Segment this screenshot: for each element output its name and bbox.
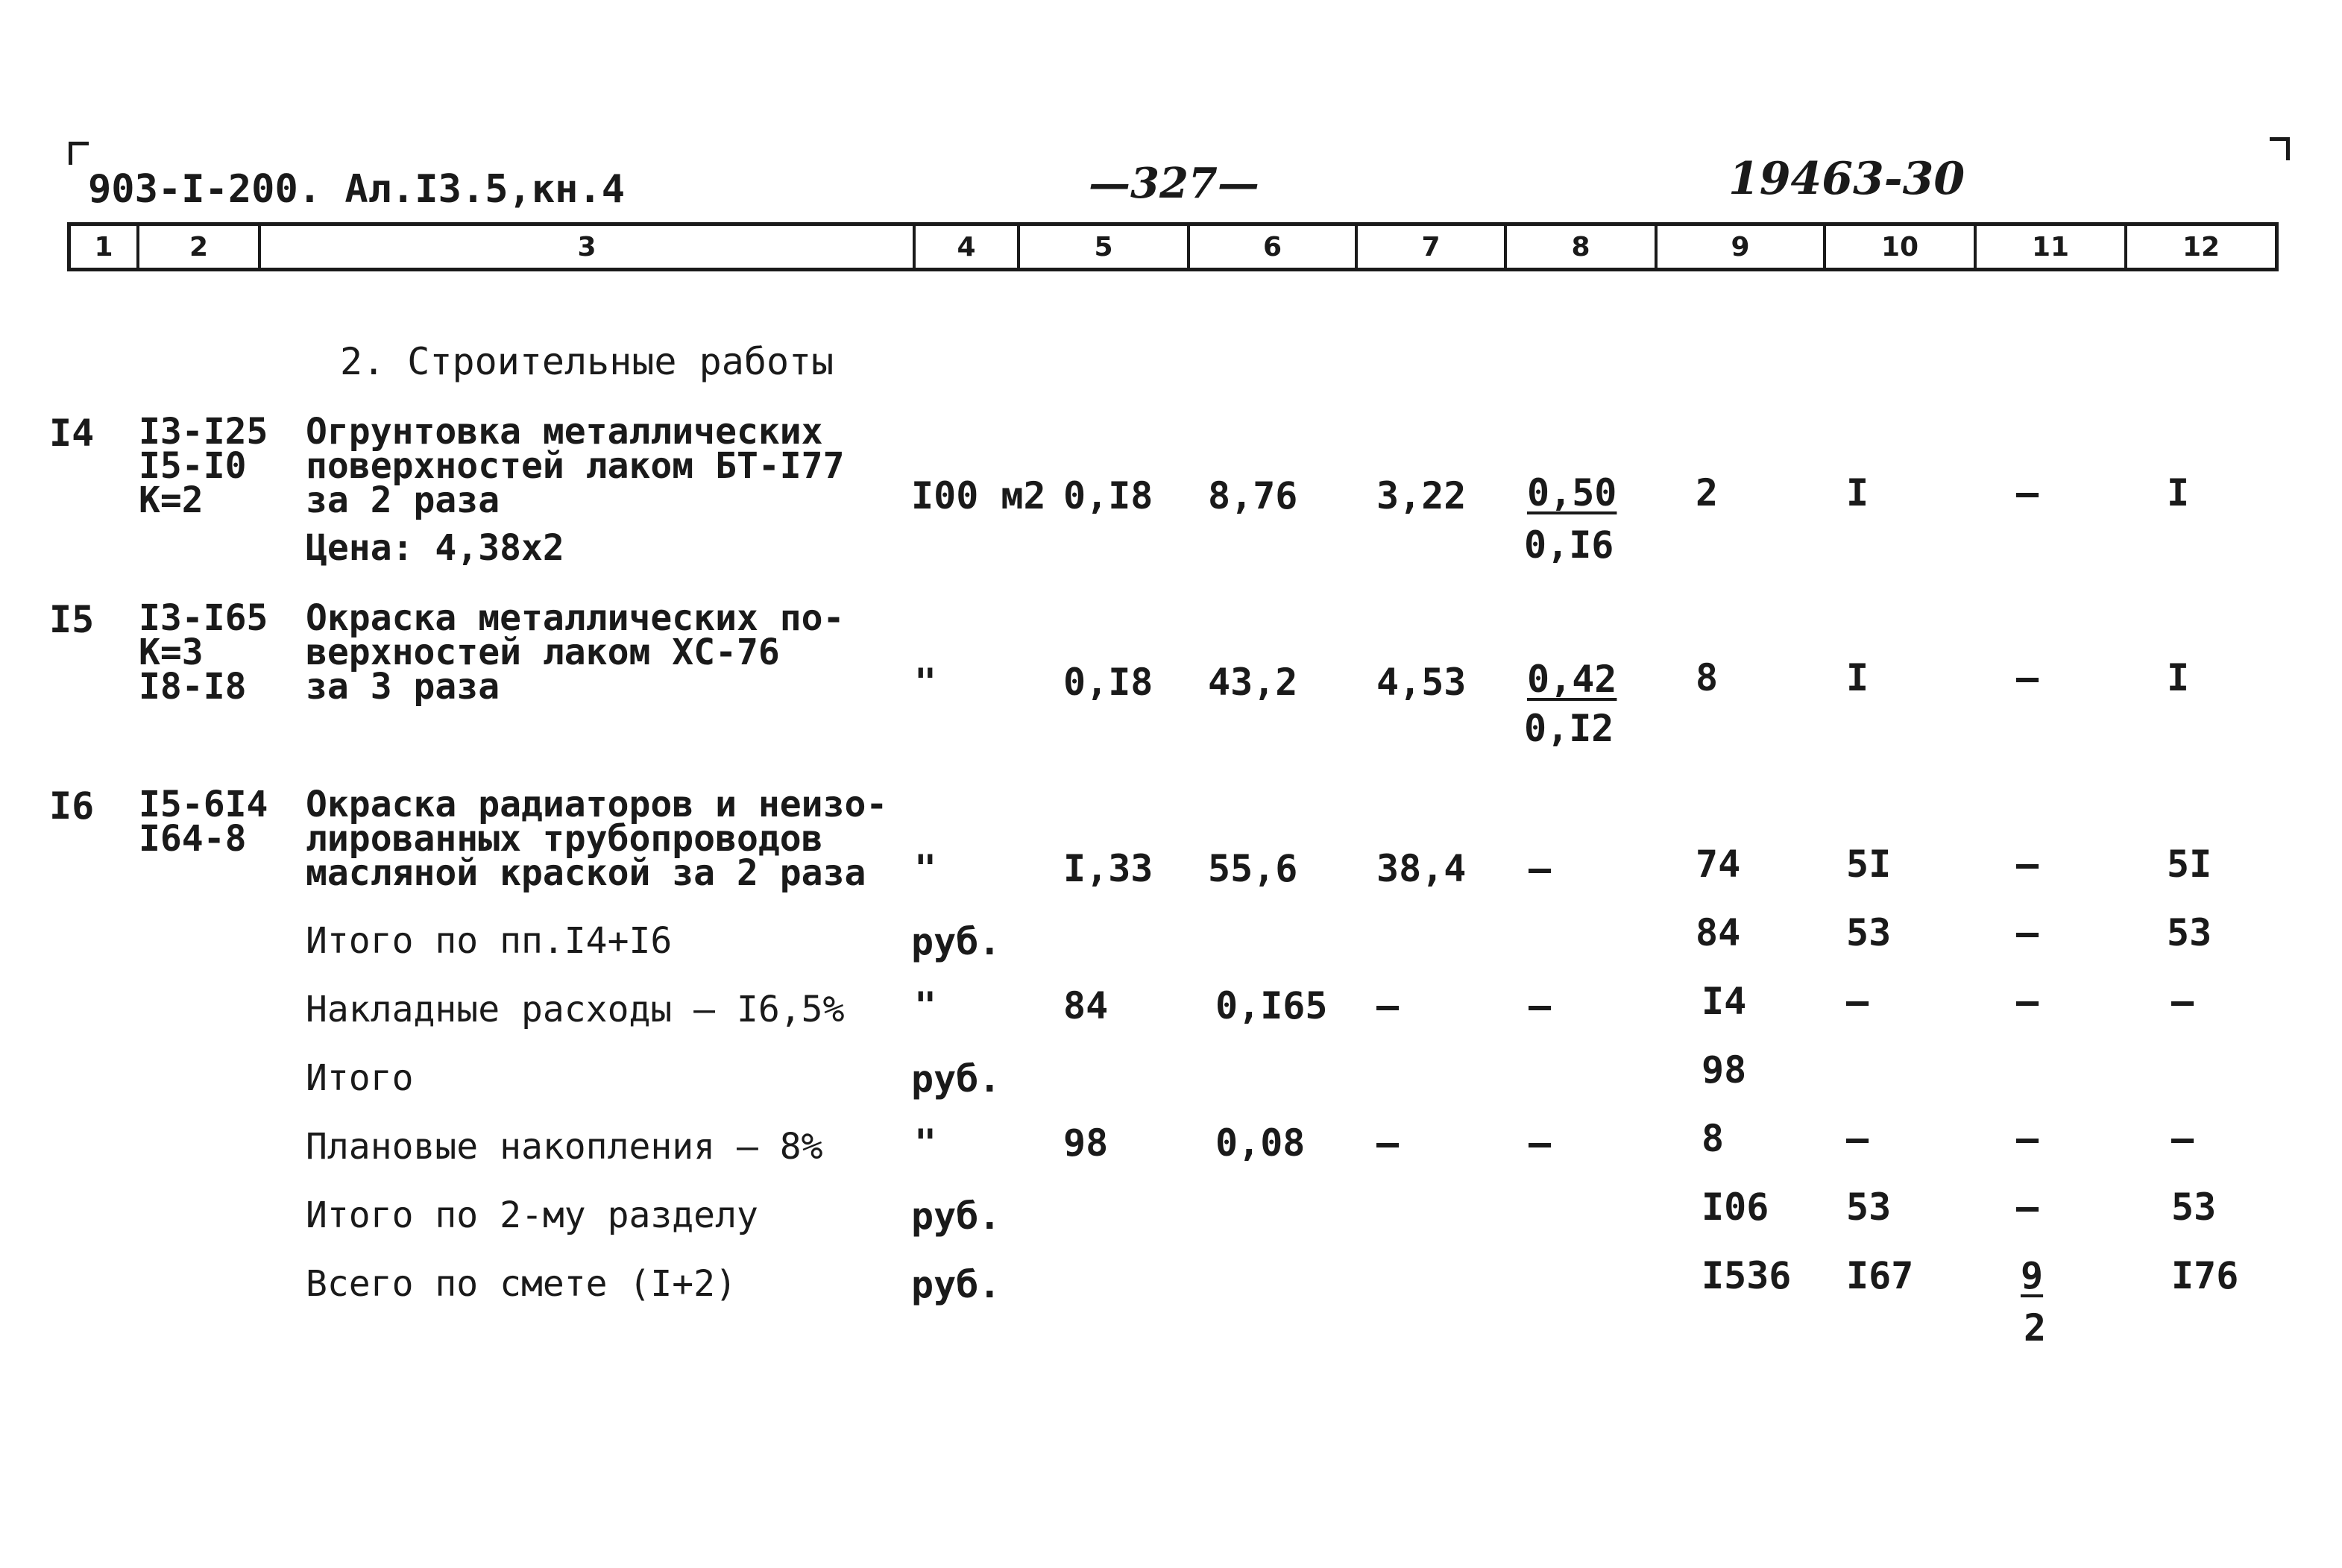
quantity: 0,I8: [1063, 474, 1153, 517]
col10-value: –: [1846, 980, 1869, 1023]
col12-value: –: [2171, 1117, 2194, 1160]
column-header: 12: [2182, 231, 2220, 262]
col12-value: 5I: [2167, 843, 2212, 886]
col8-fraction-bottom: 0,I2: [1524, 707, 1614, 750]
row-number: I6: [49, 784, 95, 828]
col11-value: –: [2016, 843, 2039, 886]
col8-fraction-top: 0,42: [1527, 658, 1617, 701]
column-header: 9: [1658, 226, 1826, 268]
col8-fraction-top: 0,50: [1527, 471, 1617, 514]
quantity: 98: [1063, 1121, 1109, 1165]
col11-value: –: [2016, 911, 2039, 954]
unit: руб.: [911, 1057, 1001, 1101]
col7-value: 38,4: [1376, 847, 1467, 890]
col8-value: –: [1529, 847, 1552, 890]
total-cost: I06: [1702, 1186, 1769, 1229]
column-header: 3: [261, 226, 916, 268]
doc-reference: 903-I-200. Ал.I3.5,кн.4: [88, 167, 626, 212]
col8-value: –: [1529, 984, 1552, 1027]
norm-code: I5-I0: [139, 445, 247, 487]
norm-code: I3-I25: [139, 411, 268, 453]
stamp-number: 19463-30: [1728, 153, 1965, 205]
norm-code: I3-I65: [139, 597, 268, 639]
work-description: за 3 раза: [306, 666, 500, 708]
work-description: Окраска металлических по-: [306, 597, 845, 639]
col11-value: –: [2016, 471, 2039, 514]
unit: I00 м2: [911, 474, 1046, 517]
column-header: 4: [916, 226, 1020, 268]
col12-value: I76: [2171, 1254, 2239, 1297]
total-label: Плановые накопления – 8%: [306, 1126, 823, 1168]
row-number: I5: [49, 598, 95, 641]
unit: руб.: [911, 1263, 1001, 1306]
total-cost: 84: [1696, 911, 1741, 954]
unit-cost: 0,08: [1215, 1121, 1306, 1165]
work-description: за 2 раза: [306, 479, 500, 521]
unit-cost: 0,I65: [1215, 984, 1328, 1027]
row-number: I4: [49, 412, 95, 455]
total-cost: I4: [1702, 980, 1747, 1023]
column-header: 11: [1977, 226, 2127, 268]
work-description: Окраска радиаторов и неизо-: [306, 784, 888, 825]
col10-value: I: [1846, 656, 1869, 699]
quantity: I,33: [1063, 847, 1153, 890]
unit: руб.: [911, 1194, 1001, 1238]
col11-value: –: [2016, 980, 2039, 1023]
col8-value: –: [1529, 1121, 1552, 1165]
unit: ": [914, 847, 937, 890]
work-description: масляной краской за 2 раза: [306, 852, 866, 894]
work-description: поверхностей лаком БТ-I77: [306, 445, 845, 487]
col11-fraction-top: 9: [2021, 1254, 2044, 1297]
column-header: 5: [1020, 226, 1190, 268]
work-description: Огрунтовка металлических: [306, 411, 823, 453]
total-label: Итого по 2-му разделу: [306, 1194, 758, 1236]
quantity: 0,I8: [1063, 661, 1153, 704]
norm-code: I5-6I4: [139, 784, 268, 825]
col7-value: 4,53: [1376, 661, 1467, 704]
unit-cost: 43,2: [1208, 661, 1298, 704]
col7-value: –: [1376, 1121, 1400, 1165]
col12-value: I: [2167, 471, 2190, 514]
total-cost: 8: [1702, 1117, 1725, 1160]
unit: ": [914, 1121, 937, 1165]
col12-value: 53: [2167, 911, 2212, 954]
column-header: 8: [1507, 226, 1658, 268]
unit-cost: 55,6: [1208, 847, 1298, 890]
total-label: Итого по пп.I4+I6: [306, 920, 673, 962]
norm-code: K=2: [139, 479, 204, 521]
col7-value: 3,22: [1376, 474, 1467, 517]
column-header: 10: [1826, 226, 1977, 268]
col8-fraction-bottom: 0,I6: [1524, 523, 1614, 567]
column-header: 2: [139, 226, 261, 268]
col10-value: I67: [1846, 1254, 1914, 1297]
total-cost: I536: [1702, 1254, 1792, 1297]
unit: руб.: [911, 920, 1001, 963]
column-header: 6: [1190, 226, 1358, 268]
page-number: —327—: [1089, 159, 1259, 208]
column-number-strip: [67, 222, 2279, 271]
col12-value: I: [2167, 656, 2190, 699]
corner-mark-right: [2270, 137, 2290, 160]
col12-value: –: [2171, 980, 2194, 1023]
corner-mark-left: [69, 142, 89, 165]
norm-code: I64-8: [139, 818, 247, 860]
col10-value: I: [1846, 471, 1869, 514]
unit: ": [914, 984, 937, 1027]
price-note: Цена: 4,38x2: [306, 527, 564, 569]
work-description: лированных трубопроводов: [306, 818, 823, 860]
column-header: 7: [1358, 226, 1507, 268]
total-cost: 8: [1696, 656, 1719, 699]
total-label: Всего по смете (I+2): [306, 1263, 737, 1305]
work-description: верхностей лаком ХС-76: [306, 632, 780, 673]
section-title: 2. Строительные работы: [340, 340, 834, 383]
quantity: 84: [1063, 984, 1109, 1027]
total-label: Итого: [306, 1057, 414, 1099]
col10-value: –: [1846, 1117, 1869, 1160]
col11-value: –: [2016, 1186, 2039, 1229]
unit: ": [914, 661, 937, 704]
total-cost: 98: [1702, 1048, 1747, 1092]
col12-value: 53: [2171, 1186, 2217, 1229]
total-label: Накладные расходы – I6,5%: [306, 989, 845, 1030]
total-cost: 74: [1696, 843, 1741, 886]
norm-code: I8-I8: [139, 666, 247, 708]
col10-value: 5I: [1846, 843, 1892, 886]
col11-value: –: [2016, 656, 2039, 699]
col11-value: –: [2016, 1117, 2039, 1160]
col7-value: –: [1376, 984, 1400, 1027]
norm-code: K=3: [139, 632, 204, 673]
col10-value: 53: [1846, 911, 1892, 954]
total-cost: 2: [1696, 471, 1719, 514]
column-header: 1: [71, 226, 139, 268]
unit-cost: 8,76: [1208, 474, 1298, 517]
col11-fraction-bottom: 2: [2024, 1306, 2047, 1350]
col10-value: 53: [1846, 1186, 1892, 1229]
